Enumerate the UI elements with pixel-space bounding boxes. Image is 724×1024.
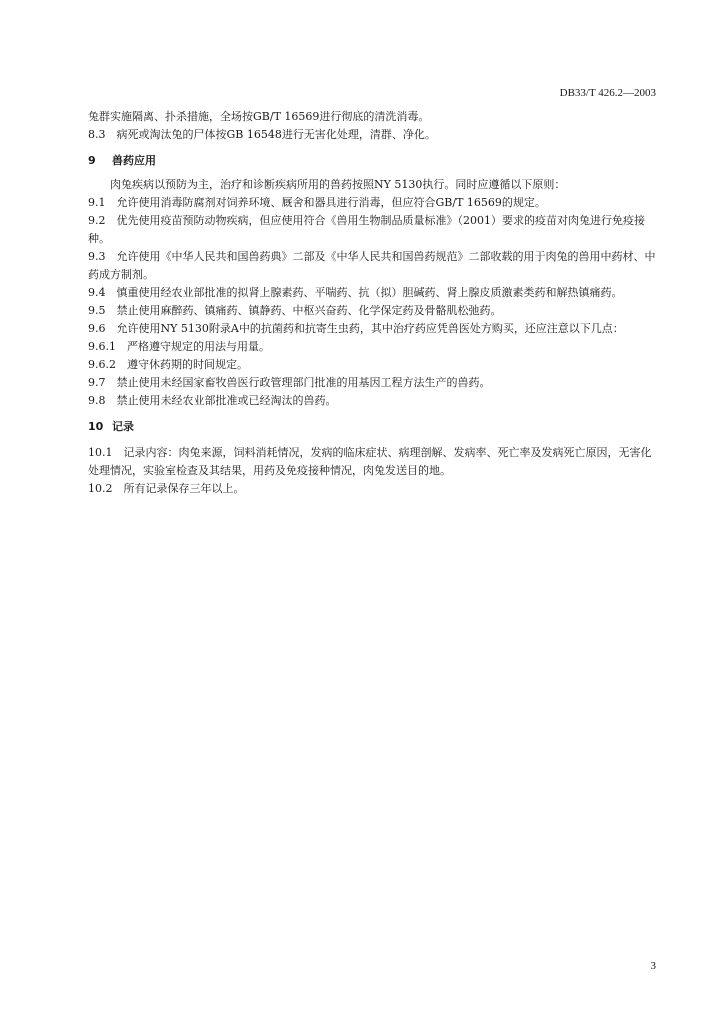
clause-8-3: 8.3 病死或淘汰兔的尸体按GB 16548进行无害化处理，清群、净化。 (88, 128, 436, 141)
clause-9-4: 9.4 慎重使用经农业部批准的拟肾上腺素药、平喘药、抗（拟）胆碱药、肾上腺皮质激素类药和解热镇痛药。 (88, 286, 623, 299)
section-10-title: 记录 (112, 420, 134, 433)
document-body (88, 108, 658, 498)
section-9-intro: 肉兔疾病以预防为主，治疗和诊断疾病所用的兽药按照NY 5130执行。同时应遵循以下原则： (110, 178, 566, 191)
clause-9-3: 9.3 允许使用《中华人民共和国兽药典》二部及《中华人民共和国兽药规范》二部收载的用于肉兔的兽用中药材、中药成方制剂。 (88, 250, 656, 281)
clause-9-6-1: 9.6.1 严格遵守规定的用法与用量。 (88, 340, 270, 353)
clause-9-7: 9.7 禁止使用未经国家畜牧兽医行政管理部门批准的用基因工程方法生产的兽药。 (88, 376, 491, 389)
section-9-heading (88, 152, 658, 170)
clause-10-1: 10.1 记录内容：肉兔来源，饲料消耗情况，发病的临床症状、病理剖解、发病率、死亡率及发病死亡原因，无害化处理情况，实验室检查及其结果，用药及免疫接种情况，肉兔发送目的地。 (88, 446, 652, 477)
clause-9-5: 9.5 禁止使用麻醉药、镇痛药、镇静药、中枢兴奋药、化学保定药及骨骼肌松弛药。 (88, 304, 502, 317)
section-10-number: 10 (88, 420, 104, 433)
clause-9-1: 9.1 允许使用消毒防腐剂对饲养环境、厩舍和器具进行消毒，但应符合GB/T 16569的规定。 (88, 196, 546, 209)
section-9-number: 9 (88, 154, 96, 167)
section-10-heading (88, 418, 658, 436)
continued-paragraph: 兔群实施隔离、扑杀措施，全场按GB/T 16569进行彻底的清洗消毒。 (88, 110, 430, 123)
section-9-title: 兽药应用 (112, 154, 156, 167)
clause-9-6-2: 9.6.2 遵守休药期的时间规定。 (88, 358, 248, 371)
clause-9-8: 9.8 禁止使用未经农业部批准或已经淘汰的兽药。 (88, 394, 337, 407)
clause-10-2: 10.2 所有记录保存三年以上。 (88, 482, 245, 495)
document-code-header: DB33/T 426.2—2003 (559, 87, 656, 99)
page-number: 3 (650, 960, 656, 972)
clause-9-6: 9.6 允许使用NY 5130附录A中的抗菌药和抗寄生虫药，其中治疗药应凭兽医处方购买，还应注意以下几点： (88, 322, 624, 335)
clause-9-2: 9.2 优先使用疫苗预防动物疾病，但应使用符合《兽用生物制品质量标准》（2001）要求的疫苗对肉兔进行免疫接种。 (88, 214, 645, 245)
